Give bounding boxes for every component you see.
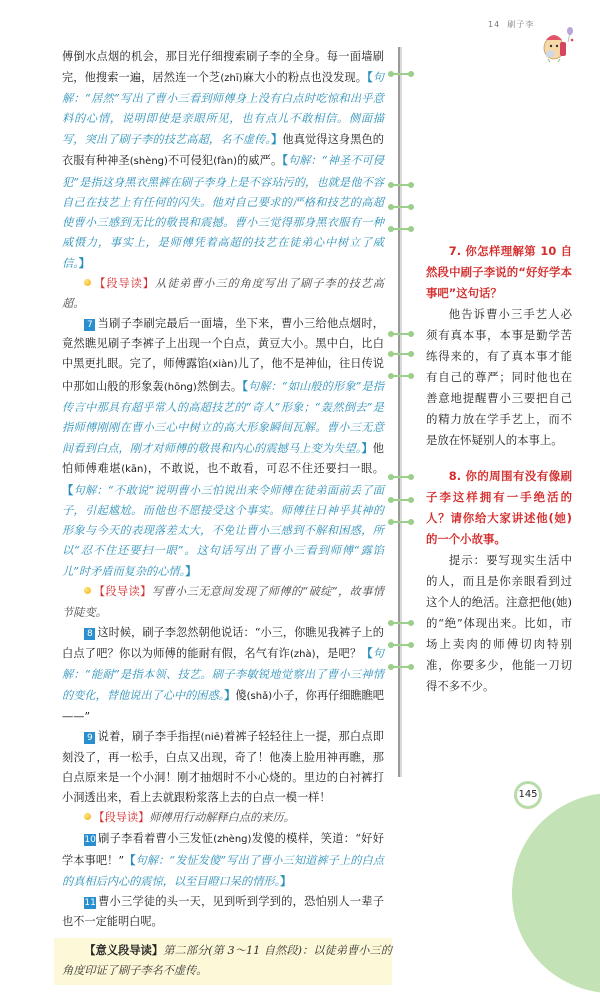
- main-text-column: [62, 47, 392, 985]
- summary-label: 【意义段导读】: [84, 943, 164, 958]
- bracket: 【: [361, 645, 373, 660]
- text: 这时候，刷子李忽然朝他说话：“小三，你瞧见我裤子上的白点了吧？你以为师傅的能耐有假，名气有诈: [62, 625, 384, 660]
- section-guide: [62, 582, 384, 622]
- guide-label: 【段导读】: [93, 811, 150, 825]
- question-text: 8. 你的周围有没有像刷子李这样拥有一手绝活的人？请你给大家讲述他(她)的一个小故事。: [426, 469, 572, 546]
- page-number: 145: [514, 781, 542, 809]
- text: 当刷子李刷完最后一面墙，坐下来，曹小三给他点烟时，竟然瞧见刷子李裤子上出现一个白点，黄豆大小。黑中白，比白中黑更扎眼。完了，师傅露馅: [62, 317, 384, 371]
- bullet-dot-icon: [84, 813, 91, 820]
- paragraph-number-badge: 11: [84, 897, 96, 908]
- bracket: 【: [62, 482, 74, 497]
- bracket: 【: [242, 378, 248, 393]
- mascot-icon: [540, 26, 580, 62]
- bracket: 】: [271, 132, 283, 147]
- bracket: 】: [224, 687, 236, 702]
- annotation-connector-icon: [388, 375, 414, 377]
- bracket: 【: [367, 70, 373, 85]
- pinyin: (kān): [121, 463, 148, 475]
- text: 傻: [235, 688, 247, 702]
- summary-body: 第二部分(第 3～11 自然段)：以徒弟曹小三的角度印证了刷子李名不虚传。: [62, 944, 392, 978]
- answer-text: 提示：要写现实生活中的人，而且是你亲眼看到过这个人的绝活。注意把他(她)的“绝”体现出来。比如，市场上卖肉的师傅切肉特别准，你要多少，他能一刀切得不多不少。: [426, 553, 572, 693]
- paragraph-6-continued: [62, 47, 384, 274]
- pinyin: (zhèng): [213, 833, 252, 845]
- pinyin: (xiàn): [208, 359, 238, 371]
- pinyin: (zhī): [220, 73, 243, 85]
- lesson-number: 14: [488, 20, 501, 29]
- pinyin: (shǎ): [246, 690, 273, 702]
- answer-text: 他告诉曹小三手艺人必须有真本事，本事是勤学苦练得来的，有了真本事才能有自己的尊严；同时他也在善意地提醒曹小三要把自己的精力放在学手艺上，而不是放在怀疑别人的本事上。: [426, 307, 572, 447]
- text: 小子，你再仔细瞧瞧吧——”: [62, 688, 384, 723]
- guide-label: 【段导读】: [93, 277, 155, 291]
- annotation-connector-icon: [388, 622, 414, 624]
- annotation-connector-icon: [388, 228, 414, 230]
- paragraph-number-badge: 10: [84, 834, 96, 845]
- text: 儿了，他不是神仙，往日传说中那如山般的形象轰: [62, 357, 384, 393]
- annotation-connector-icon: [388, 476, 414, 478]
- paragraph-number-badge: 7: [84, 319, 95, 331]
- paragraph-10: [62, 829, 384, 892]
- bracket: 】: [361, 440, 373, 455]
- page-header: [0, 0, 600, 40]
- annotation-connector-icon: [388, 333, 414, 335]
- question-7: [426, 241, 572, 451]
- pinyin: (niē): [200, 732, 224, 744]
- text: 曹小三学徒的头一天，见到听到学到的，恐怕别人一辈子也不一定能明白呢。: [62, 894, 384, 928]
- annotation-connector-icon: [388, 666, 414, 668]
- question-8: [426, 466, 572, 697]
- bracket: 】: [185, 564, 197, 579]
- paragraph-9: [62, 727, 384, 808]
- text: 麻大小的粉点也没发现。: [242, 71, 368, 85]
- guide-text: 写曹小三无意间发现了师傅的“破绽”，故事情节陡变。: [62, 585, 384, 619]
- text: 发傻的模样，笑道：“好好学本事吧！”: [62, 831, 384, 867]
- lesson-title: 刷子李: [507, 20, 535, 29]
- bracket: 【: [282, 153, 288, 168]
- text: 刷子李看着曹小三发怔: [97, 831, 214, 845]
- sentence-annotation: 句解：“居然”写出了曹小三看到师傅身上没有白点时吃惊和出乎意料的心情，说明即使是亲眼所见，也有点儿不敢相信。侧面描写，突出了刷子李的技艺高超，名不虚传。: [62, 71, 384, 147]
- bracket: 】: [78, 255, 90, 270]
- summary-text: [62, 940, 392, 981]
- text: 着裤子轻轻往上一提，那白点即刻没了，再一松手，白点又出现，奇了！他凑上脸用神再瞧，那白点原来是一个小洞！刚才抽烟时不小心烧的。里边的白衬裤打小洞透出来，看上去就跟粉浆落上去的白点一模一样！: [62, 730, 384, 805]
- guide-label: 【段导读】: [93, 585, 152, 599]
- text: 他怕师傅难堪: [62, 441, 384, 475]
- annotation-connector-icon: [388, 206, 414, 208]
- section-guide: [62, 274, 384, 314]
- sentence-annotation: 句解：“如山般的形象”是指传言中那具有超乎常人的高超技艺的“奇人”形象；“轰然倒去”是指师傅刚刚在曹小三心中树立的高大形象瞬间瓦解。曹小三无意间看到白点，刚才对师傅的敬畏和内心的震撼马上变为失望。: [62, 379, 384, 455]
- annotation-connector-icon: [388, 184, 414, 186]
- text: 傅倒水点烟的机会，那目光仔细搜索刷子李的全身。每一面墙刷完，他搜索一遍，居然连一个芝: [62, 50, 384, 85]
- bullet-dot-icon: [84, 279, 91, 286]
- bracket: 】: [280, 873, 292, 888]
- section-guide: [62, 808, 384, 828]
- text: 的威严。: [237, 154, 283, 168]
- pinyin: (fàn): [213, 156, 237, 168]
- paragraph-11: [62, 892, 384, 932]
- section-summary-box: [54, 938, 392, 985]
- bullet-dot-icon: [84, 587, 91, 594]
- sentence-annotation: 句解：“神圣不可侵犯”是指这身黑衣黑裤在刷子李身上是不容玷污的，也就是他不容自己在技艺上有任何的闪失。他对自己要求的严格和技艺的高超使曹小三感到无比的敬畏和震撼。曹小三觉得那身黑衣服有一种威慑力，事实上，是师傅凭着高超的技艺在徒弟心中树立了威信。: [62, 154, 384, 270]
- paragraph-number-badge: 9: [84, 732, 95, 744]
- paragraph-7: [62, 314, 384, 582]
- annotation-connector-icon: [388, 644, 414, 646]
- pinyin: (zhà): [290, 648, 316, 660]
- bracket: 【: [124, 852, 136, 867]
- text: ，是吧？: [315, 646, 362, 660]
- lesson-heading: [488, 19, 534, 30]
- text: 说着，刷子李手指捏: [97, 730, 201, 744]
- guide-text: 从徒弟曹小三的角度写出了刷子李的技艺高超。: [62, 277, 384, 311]
- annotation-connector-icon: [388, 499, 414, 501]
- sentence-annotation: 句解：“发怔发傻”写出了曹小三知道裤子上的白点的真相后内心的震惊，以至目瞪口呆的情形。: [62, 853, 384, 888]
- question-text: 7. 你怎样理解第 10 自然段中刷子李说的“好好学本事吧”这句话？: [426, 244, 572, 300]
- sentence-annotation: 句解：“能耐”是指本领、技艺。刷子李敏锐地觉察出了曹小三神情的变化，替他说出了心中的困惑。: [62, 646, 384, 702]
- text: 不可侵犯: [167, 154, 214, 168]
- annotation-connector-icon: [388, 73, 414, 75]
- annotation-connector-icon: [388, 353, 414, 355]
- guide-text: 师傅用行动解释白点的来历。: [149, 811, 295, 825]
- paragraph-number-badge: 8: [84, 628, 95, 640]
- decorative-corner-shape: [512, 793, 600, 993]
- paragraph-8: [62, 623, 384, 727]
- annotation-connector-icon: [388, 521, 414, 523]
- text: 他真觉得这身黑色的衣服有种神圣: [62, 133, 384, 168]
- pinyin: (hōng): [163, 381, 197, 393]
- text: ，不敢说，也不敢看，可忍不住还要扫一眼。: [147, 461, 384, 475]
- text: 然倒去。: [196, 379, 243, 393]
- pinyin: (shèng): [129, 156, 168, 168]
- sentence-annotation: 句解：“不敢说”说明曹小三怕说出来令师傅在徒弟面前丢了面子，引起尴尬。而他也不愿接受这个事实。师傅往日神乎其神的形象与今天的表现落差太大，不免让曹小三感到不解和困惑，所以“忍不住还要扫一眼”。这句话写出了曹小三看到师傅“露馅儿”时矛盾而复杂的心情。: [62, 483, 384, 579]
